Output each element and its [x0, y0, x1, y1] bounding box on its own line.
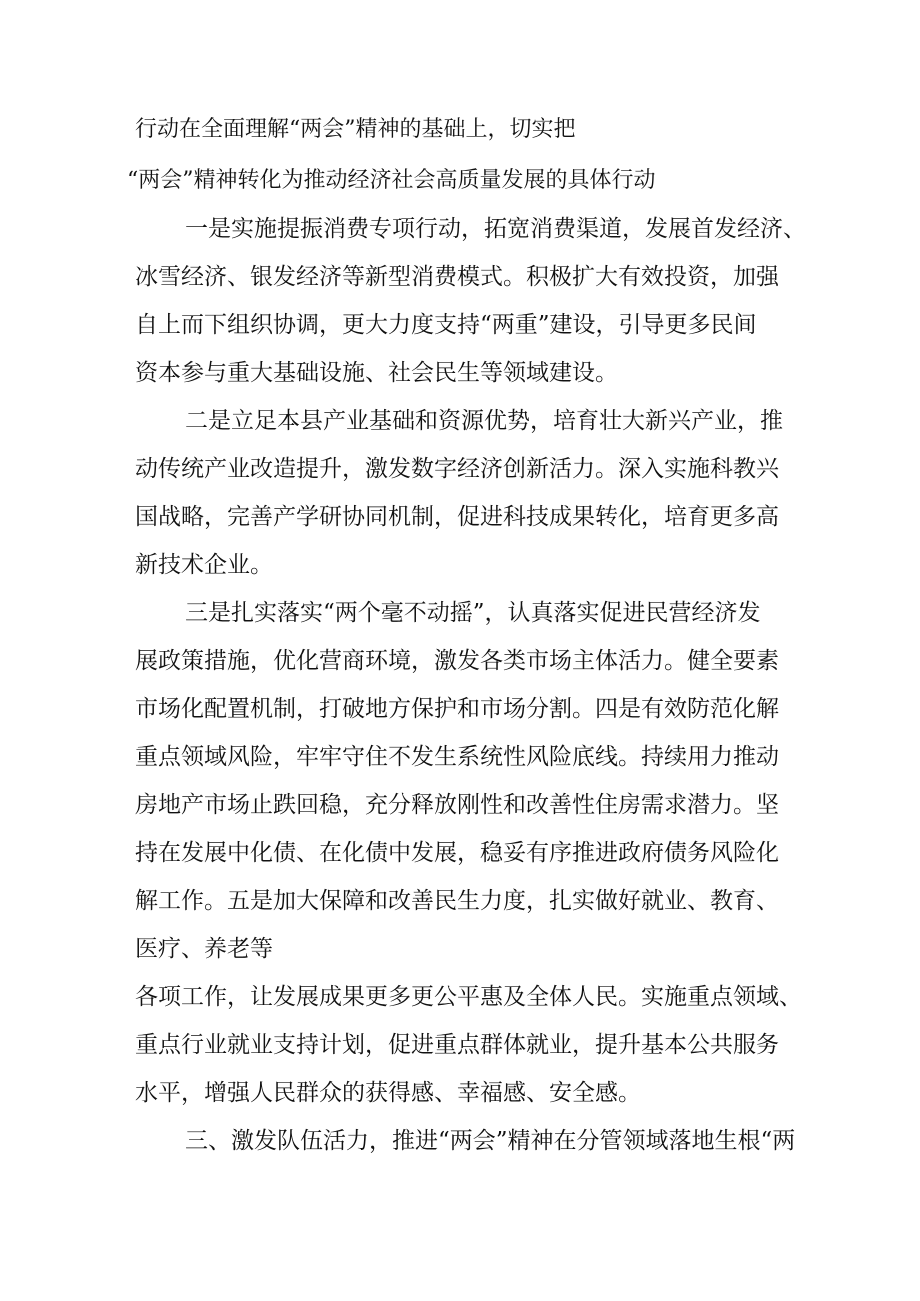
paragraph-2-line-2: 动传统产业改造提升，激发数字经济创新活力。深入实施科教兴	[135, 456, 779, 482]
paragraph-4-line-2: 重点行业就业支持计划，促进重点群体就业，提升基本公共服务	[135, 1032, 779, 1058]
text-line-heading-2: “两会”精神转化为推动经济社会高质量发展的具体行动	[127, 168, 656, 193]
paragraph-2-line-4: 新技术企业。	[135, 552, 273, 578]
paragraph-4-line-1: 各项工作，让发展成果更多更公平惠及全体人民。实施重点领域、	[135, 984, 802, 1010]
text-line-heading-1: 行动在全面理解“两会”精神的基础上，切实把	[135, 117, 576, 142]
paragraph-3-line-6: 持在发展中化债、在化债中发展，稳妥有序推进政府债务风险化	[135, 840, 779, 866]
paragraph-3-line-7: 解工作。五是加大保障和改善民生力度，扎实做好就业、教育、	[135, 888, 779, 914]
paragraph-1-line-4: 资本参与重大基础设施、社会民生等领域建设。	[135, 360, 618, 386]
paragraph-4-line-3: 水平，增强人民群众的获得感、幸福感、安全感。	[135, 1080, 641, 1106]
paragraph-3-line-1: 三是扎实落实“两个毫不动摇”，认真落实促进民营经济发	[185, 600, 761, 626]
paragraph-3-line-5: 房地产市场止跌回稳，充分释放刚性和改善性住房需求潜力。坚	[135, 792, 779, 818]
section-heading-3: 三、激发队伍活力，推进“两会”精神在分管领域落地生根“两	[185, 1128, 796, 1154]
paragraph-1-line-3: 自上而下组织协调，更大力度支持“两重”建设，引导更多民间	[135, 312, 757, 338]
paragraph-3-line-8: 医疗、养老等	[135, 936, 273, 962]
paragraph-2-line-3: 国战略，完善产学研协同机制，促进科技成果转化，培育更多高	[135, 504, 779, 530]
paragraph-1-line-1: 一是实施提振消费专项行动，拓宽消费渠道，发展首发经济、	[185, 216, 806, 242]
paragraph-2-line-1: 二是立足本县产业基础和资源优势，培育壮大新兴产业，推	[185, 408, 783, 434]
paragraph-3-line-4: 重点领域风险，牢牢守住不发生系统性风险底线。持续用力推动	[135, 744, 779, 770]
paragraph-3-line-2: 展政策措施，优化营商环境，激发各类市场主体活力。健全要素	[135, 648, 779, 674]
paragraph-3-line-3: 市场化配置机制，打破地方保护和市场分割。四是有效防范化解	[135, 696, 779, 722]
paragraph-1-line-2: 冰雪经济、银发经济等新型消费模式。积极扩大有效投资，加强	[135, 264, 779, 290]
